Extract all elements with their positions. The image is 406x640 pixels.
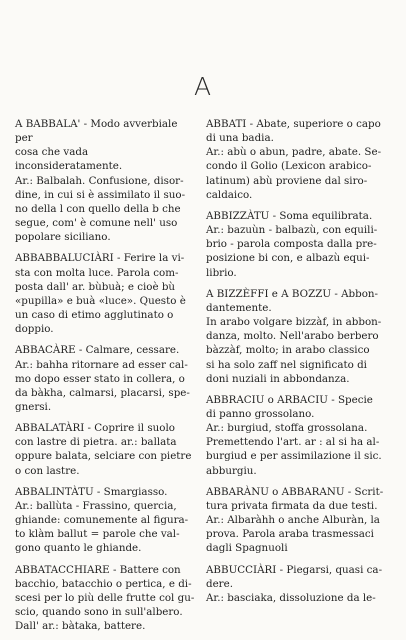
dictionary-entry [206,287,387,386]
entry-line: bacchio, batacchio o pertica, e di- [15,577,192,590]
entry-line: abburgiu. [206,464,257,477]
entry-headline: ABBALINTÀTU - Smargiasso. [15,485,168,498]
entry-line: scesi per lo più delle frutte col gu- [15,591,195,604]
entry-line: posizione bi con, e albazù equi- [206,252,370,265]
entry-line: di panno grossolano. [206,407,315,420]
entry-line: segue, com' è comune nell' uso [15,217,178,230]
entry-line: gnersi. [15,400,52,413]
entry-line: dere. [206,577,233,590]
entry-headline: ABBALATÀRI - Coprire il suolo [15,422,175,435]
entry-line: bàzzàf, molto; in arabo classico [206,344,370,357]
entry-line: burgiud e per assimilazione il sic. [206,450,382,463]
entry-line: In arabo volgare bizzàf, in abbon- [206,316,382,329]
entry-line: dantemente. [206,301,272,314]
entry-line: latinum) abù proviene dal siro- [206,174,368,187]
dictionary-entry [15,117,197,244]
left-column [15,117,197,640]
entry-line: danza, molto. Nell'arabo berbero [206,330,379,343]
entry-line: dagli Spagnuoli [206,542,288,555]
entry-line: prova. Parola araba trasmessaci [206,528,374,541]
entry-line: Ar.: ballùta - Frassino, quercia, [15,499,177,512]
entry-line: gono quanto le ghiande. [15,542,142,555]
dictionary-entry [206,485,387,556]
entry-line: cosa che vada inconsideratamente. [15,146,123,173]
entry-line: Ar.: basciaka, dissoluzione da le- [206,591,376,604]
entry-line: Ar.: Balbalah. Confusione, disor- [15,174,184,187]
entry-headline: ABBACÀRE - Calmare, cessare. [15,344,180,357]
dictionary-entry [15,251,197,336]
entry-line: popolare siciliano. [15,231,111,244]
dictionary-entry [15,563,197,634]
entry-line: Ar.: Albaràhh o anche Alburàn, la [206,514,380,527]
entry-line: dine, in cui si è assimilato il suo- [15,188,186,201]
section-letter: A [193,72,213,101]
entry-headline: ABBATI - Abate, superiore o capo [206,118,381,130]
dictionary-entry [15,343,197,414]
dictionary-entry [206,117,387,202]
entry-line: sta con molta luce. Parola com- [15,266,179,279]
dictionary-entry [206,563,387,605]
entry-headline: ABBIZZÀTU - Soma equilibrata. [206,209,373,222]
entry-line: ghiande: comunemente al figura- [15,514,189,527]
entry-line: to klàm ballut = parole che val- [15,528,180,541]
entry-line: no della l con quello della b che [15,202,181,215]
entry-headline: ABBABBALUCIÀRI - Ferire la vi- [15,252,185,265]
entry-headline: ABBARÀNU o ABBARANU - Scrit- [206,485,384,498]
entry-line: con lastre di pietra. ar.: ballata [15,436,177,449]
entry-line: di una badia. [206,132,274,145]
entry-line: mo dopo esser stato in collera, o [15,372,185,385]
entry-line: un caso di etimo agglutinato o [15,309,174,322]
entry-line: Ar.: burgiud, stoffa grossolana. [206,422,368,435]
entry-headline: ABBUCCIÀRI - Piegarsi, quasi ca- [206,563,383,576]
entry-line: «pupilla» e buà «luce». Questo è [15,294,186,307]
dictionary-entry [15,421,197,478]
entry-line: posta dall' ar. bùbuà; e cioè bù [15,280,176,293]
entry-line: Ar.: bazuùn - balbazù, con equili- [206,224,378,237]
entry-line: Premettendo l'art. ar : al si ha al- [206,436,380,449]
entry-line: doppio. [15,323,54,336]
right-column [206,117,387,612]
entry-line: si ha solo zaff nel significato di [206,358,367,371]
entry-line: Ar.: abù o abun, padre, abate. Se- [206,146,382,159]
entry-line: Dall' ar.: bàtaka, battere. [15,620,146,633]
dictionary-entry [206,209,387,280]
entry-headline: A BIZZÈFFI e A BOZZU - Abbon- [206,287,379,300]
entry-line: caldaico. [206,188,253,201]
entry-line: condo il Golio (Lexicon arabico- [206,160,372,173]
entry-line: oppure balata, selciare con pietre [15,450,192,463]
dictionary-entry [15,485,197,556]
entry-line: da bàkha, calmarsi, placarsi, spe- [15,386,190,399]
entry-line: scio, quando sono in sull'albero. [15,606,183,618]
entry-line: brio - parola composta dalla pre- [206,238,377,251]
entry-line: librio. [206,266,237,279]
entry-headline: ABBATACCHIARE - Battere con [15,563,181,576]
dictionary-entry [206,393,387,478]
entry-headline: ABBRACIU o ARBACIU - Specie [206,393,373,406]
entry-line: Ar.: bahha ritornare ad esser cal- [15,358,188,371]
entry-line: o con lastre. [15,464,80,477]
entry-headline: A BABBALA' - Modo avverbiale per [15,118,178,145]
entry-line: tura privata firmata da due testi. [206,499,378,512]
entry-line: doni nuziali in abbondanza. [206,372,350,385]
